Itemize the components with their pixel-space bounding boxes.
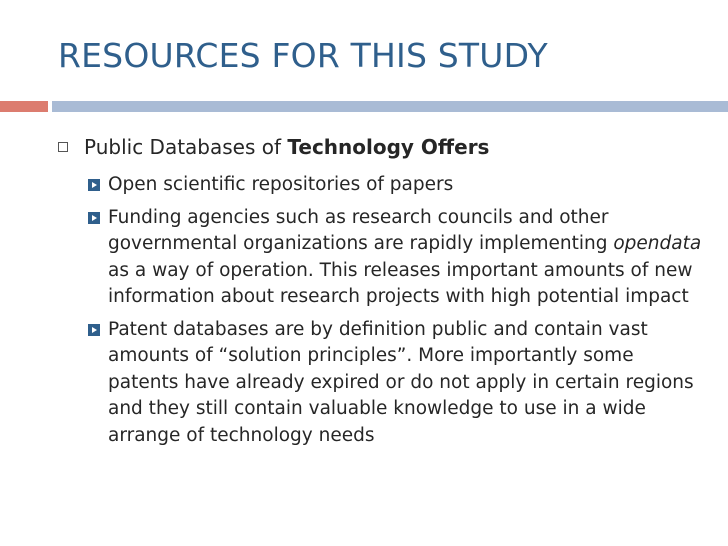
arrow-bullet-icon [88,212,100,224]
square-bullet-icon [58,142,68,152]
sub-bullet-text-before: Funding agencies such as research councils and other governmental organizations are rapidly implementing [108,206,614,254]
main-bullet [58,133,698,161]
main-bullet-bold: Technology Offers [287,135,490,159]
title-accent-bar [0,101,48,112]
sub-bullet-text: Open scientific repositories of papers [108,174,454,195]
main-bullet-text [84,135,489,159]
sub-bullet-text-after: as a way of operation. This releases important amounts of new information about research projects with high potential impact [108,259,693,307]
sub-bullet-patent-databases [88,317,708,450]
sub-bullet-italic: opendata [613,233,702,254]
arrow-bullet-icon [88,324,100,336]
sub-bullet-repositories [88,172,708,199]
arrow-bullet-icon [88,179,100,191]
sub-bullet-list [88,172,708,455]
main-bullet-prefix: Public Databases of [84,135,288,159]
slide-title: RESOURCES FOR THIS STUDY [58,36,548,75]
sub-bullet-text: Patent databases are by definition public and contain vast amounts of “solution principles”. More importantly some patents have already expired or do not apply in certain regions and they still contain valuable knowledge to use in a wide arrange of technology needs [108,318,694,446]
sub-bullet-funding-agencies [88,205,708,311]
title-rule-bar [52,101,728,112]
